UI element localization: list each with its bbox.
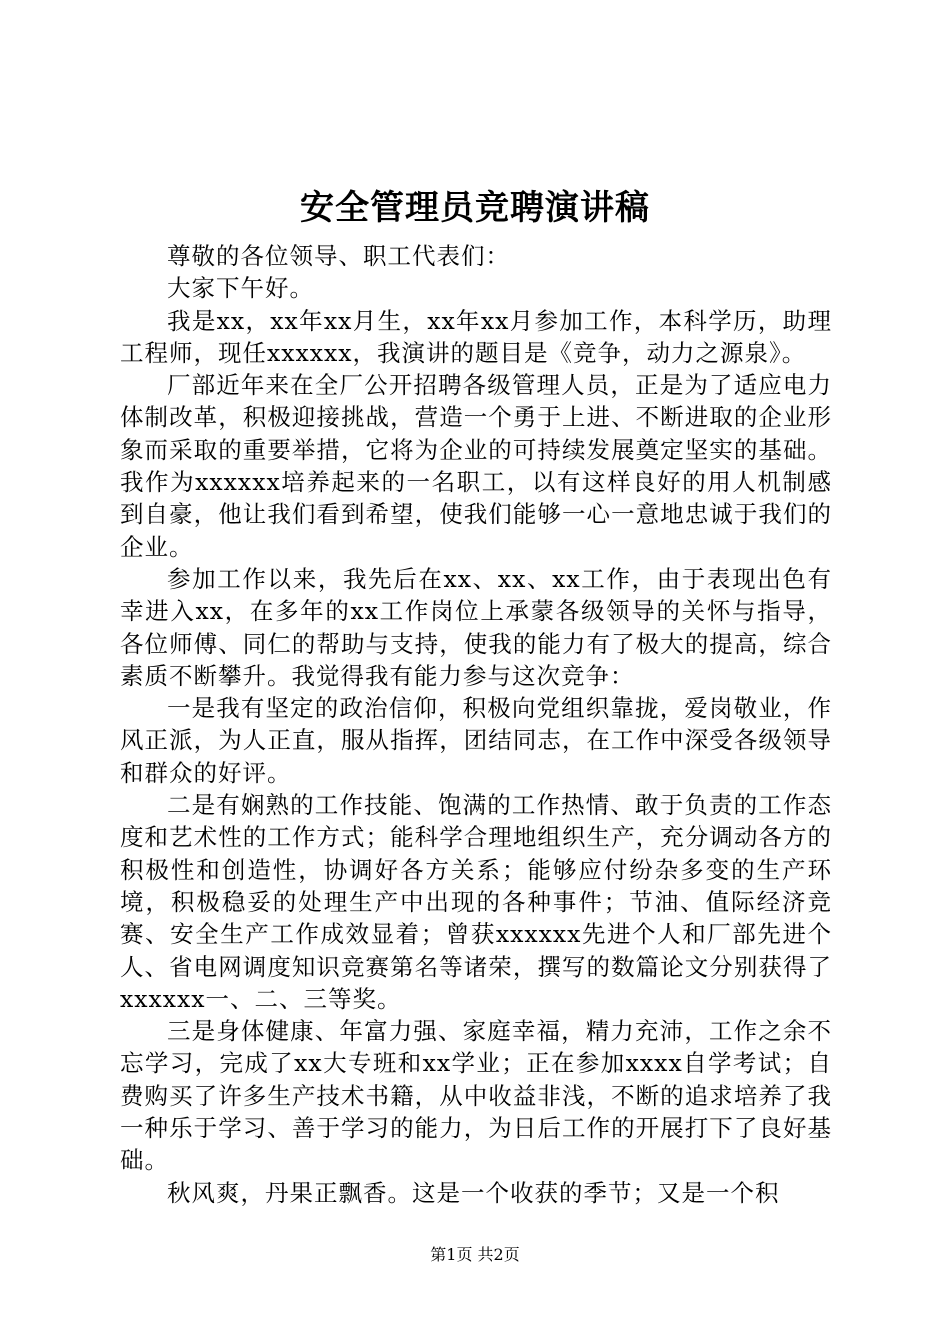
paragraph-point-three: 三是身体健康、年富力强、家庭幸福，精力充沛，工作之余不忘学习，完成了xx大专班和xx学业；正在参加xxxx自学考试；自费购买了许多生产技术书籍，从中收益非浅，不断的追求培养了我一种乐于学习、善于学习的能力，为日后工作的开展打下了良好基础。	[120, 1017, 832, 1175]
page-footer: 第1页 共2页	[430, 1245, 520, 1264]
paragraph-closing: 秋风爽，丹果正飘香。这是一个收获的季节；又是一个积	[167, 1178, 780, 1207]
paragraph-salutation: 尊敬的各位领导、职工代表们：	[167, 242, 510, 270]
paragraph-experience: 参加工作以来，我先后在xx、xx、xx工作，由于表现出色有幸进入xx，在多年的xx工作岗位上承蒙各级领导的关怀与指导，各位师傅、同仁的帮助与支持，使我的能力有了极大的提高，综合素质不断攀升。我觉得我有能力参与这次竞争：	[120, 564, 832, 690]
paragraph-greeting: 大家下午好。	[167, 274, 314, 303]
document-body	[120, 240, 832, 1209]
paragraph-point-one: 一是我有坚定的政治信仰，积极向党组织靠拢，爱岗敬业，作风正派，为人正直，服从指挥，团结同志，在工作中深受各级领导和群众的好评。	[120, 694, 832, 787]
paragraph-introduction: 我是xx，xx年xx月生，xx年xx月参加工作，本科学历，助理工程师，现任xxxxxx，我演讲的题目是《竞争，动力之源泉》。	[120, 306, 832, 367]
document-title: 安全管理员竞聘演讲稿	[300, 188, 650, 228]
paragraph-point-two: 二是有娴熟的工作技能、饱满的工作热情、敢于负责的工作态度和艺术性的工作方式；能科学合理地组织生产，充分调动各方的积极性和创造性，协调好各方关系；能够应付纷杂多变的生产环境，积极稳妥的处理生产中出现的各种事件；节油、值际经济竞赛、安全生产工作成效显着；曾获xxxxxx先进个人和厂部先进个人、省电网调度知识竞赛第名等诸荣，撰写的数篇论文分别获得了xxxxxx一、二、三等奖。	[120, 791, 832, 1013]
paragraph-background: 厂部近年来在全厂公开招聘各级管理人员，正是为了适应电力体制改革，积极迎接挑战，营造一个勇于上进、不断进取的企业形象而采取的重要举措，它将为企业的可持续发展奠定坚实的基础。我作为xxxxxx培养起来的一名职工，以有这样良好的用人机制感到自豪，他让我们看到希望，使我们能够一心一意地忠诚于我们的企业。	[120, 371, 832, 561]
